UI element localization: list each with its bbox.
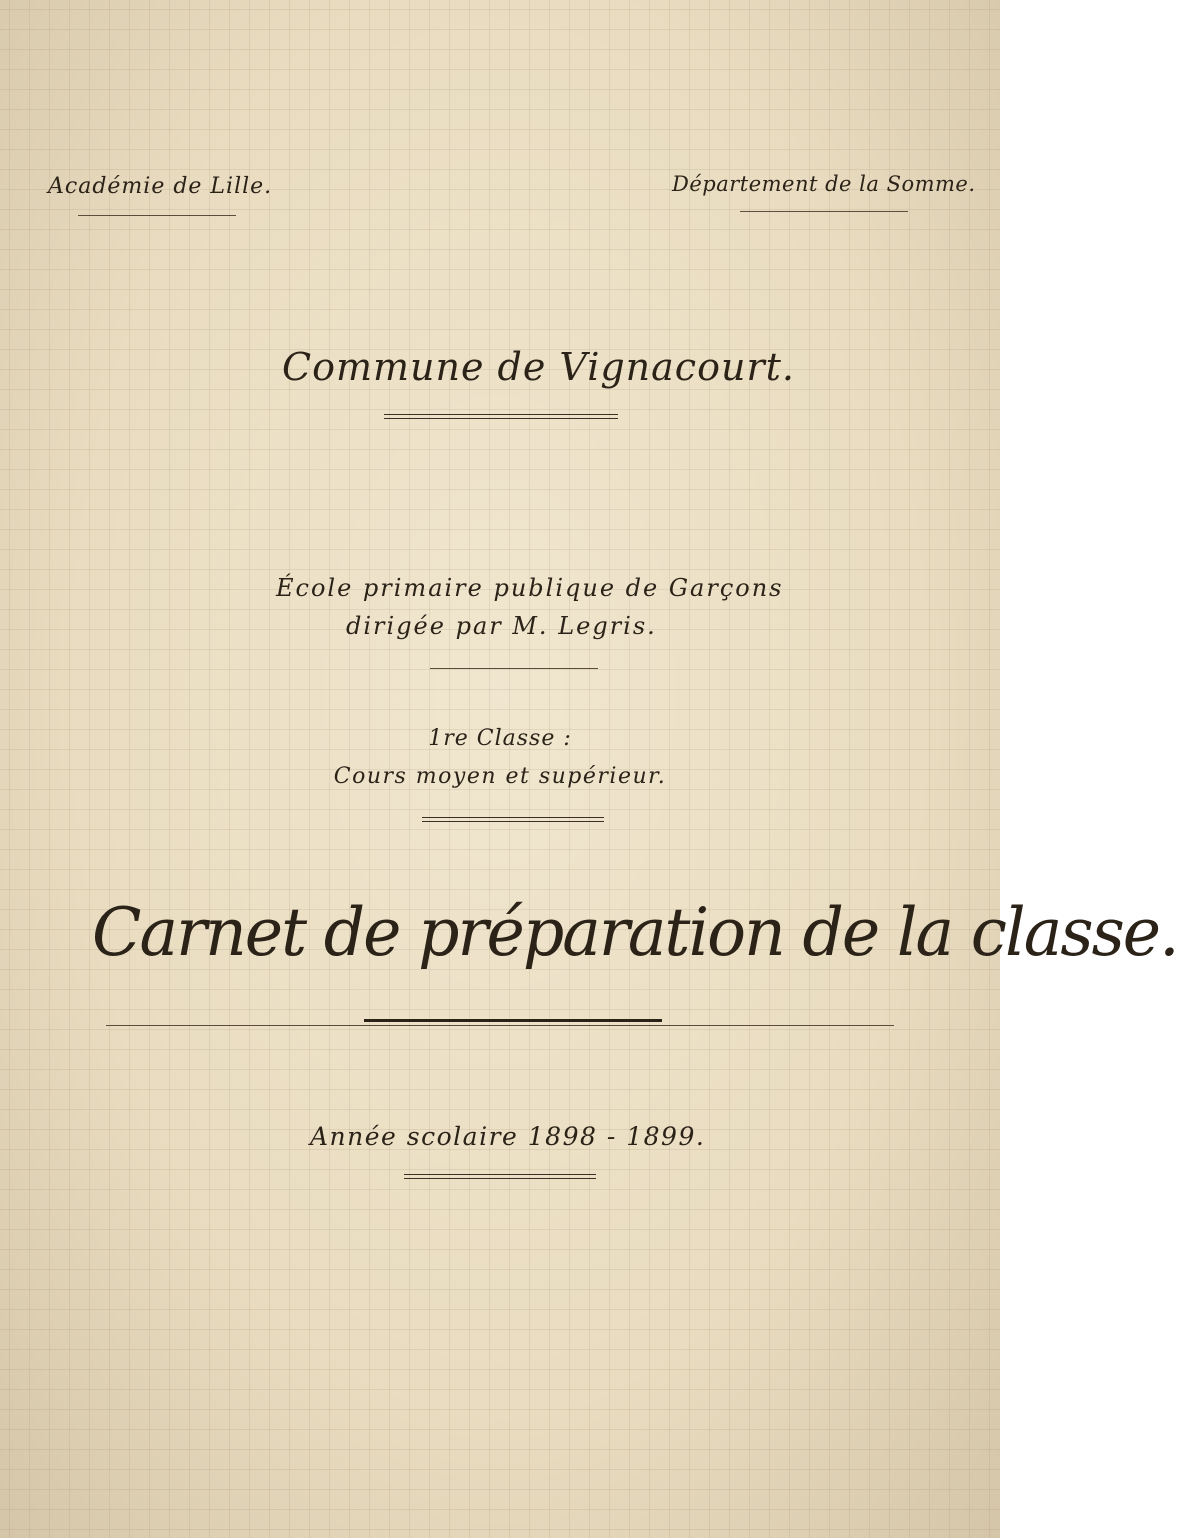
academie-heading: Académie de Lille. — [48, 174, 273, 199]
title-long-rule — [106, 1025, 894, 1026]
title-bold-rule — [364, 1019, 662, 1022]
commune-heading: Commune de Vignacourt. — [282, 345, 795, 389]
classe-line-2: Cours moyen et supérieur. — [333, 764, 667, 789]
ecole-underline — [430, 668, 598, 669]
commune-underline — [384, 414, 618, 419]
carnet-title: Carnet de préparation de la classe. — [92, 894, 1178, 971]
departement-heading: Département de la Somme. — [672, 172, 976, 196]
ecole-line-1: École primaire publique de Garçons — [276, 574, 784, 602]
annee-scolaire: Année scolaire 1898 - 1899. — [310, 1122, 706, 1151]
departement-underline — [740, 211, 908, 212]
annee-underline — [404, 1174, 596, 1179]
classe-underline — [422, 817, 604, 822]
academie-underline — [78, 215, 236, 216]
classe-line-1: 1re Classe : — [428, 726, 572, 751]
ecole-line-2: dirigée par M. Legris. — [346, 612, 657, 640]
